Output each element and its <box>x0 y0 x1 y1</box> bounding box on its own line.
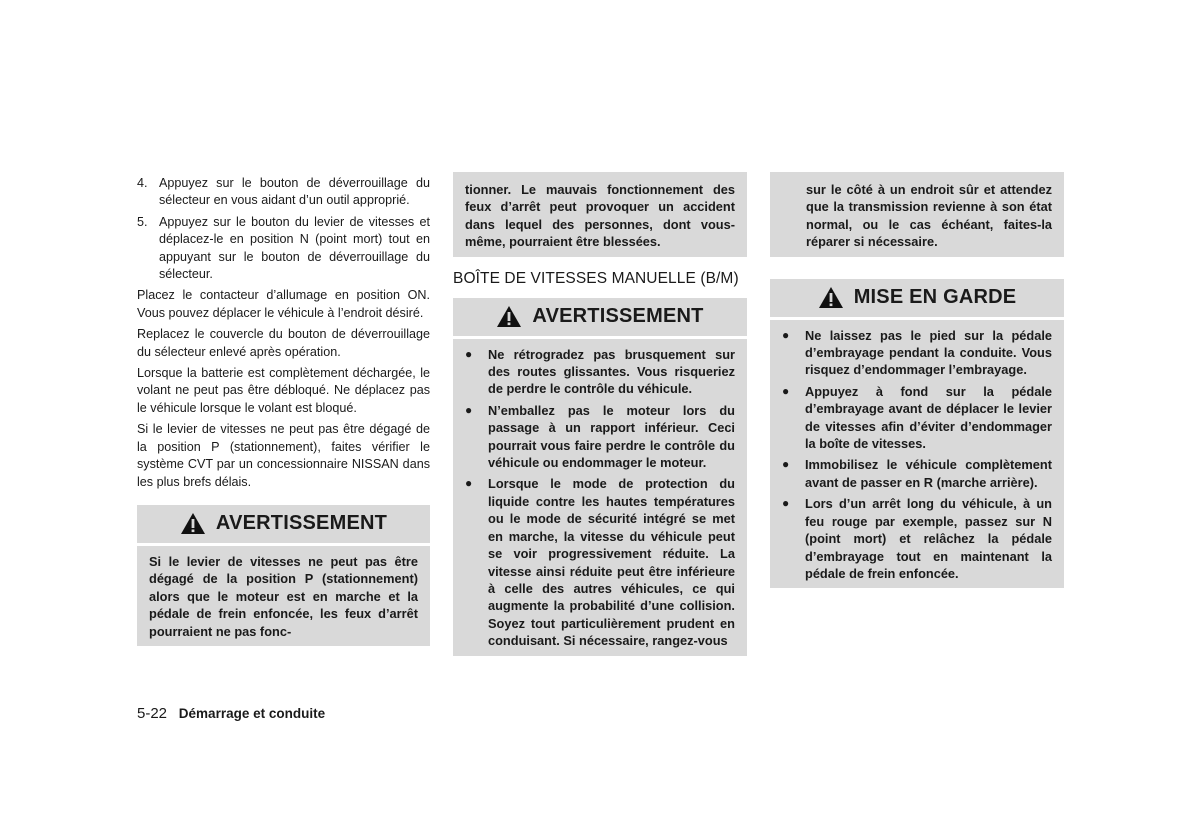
warning-title: AVERTISSEMENT <box>215 512 388 535</box>
warning-box <box>137 505 430 646</box>
list-item-text: Lors d’un arrêt long du véhicule, à un feu rouge par exemple, passez sur N (point mort) et relâchez la pédale d’embrayage tout en maintenant la pédale de frein enfoncée. <box>805 496 1052 581</box>
warning-body <box>453 339 747 656</box>
list-item <box>465 346 735 398</box>
warning-continued-text: sur le côté à un endroit sûr et attendez que la transmission revienne à son état normal, ou le cas échéant, faites-la réparer si nécessaire. <box>770 172 1064 257</box>
list-item <box>782 456 1052 491</box>
warning-header <box>137 505 430 546</box>
section-title: BOÎTE DE VITESSES MANUELLE (B/M) <box>453 269 739 287</box>
step-number: 4. <box>137 176 148 190</box>
column-middle <box>453 172 747 656</box>
warning-text: Si le levier de vitesses ne peut pas être dégagé de la position P (stationnement) alors que le moteur est en marche et la pédale de frein enfoncée, les feux d’arrêt pourraient ne pas fonc- <box>149 553 418 639</box>
column-left <box>137 175 430 646</box>
step-number: 5. <box>137 214 148 229</box>
body-paragraph: Lorsque la batterie est complètement déchargée, le volant ne peut pas être débloqué. Ne déplacez pas le véhicule lorsque le volant est bloqué. <box>137 366 430 415</box>
bullet-dot-icon: ● <box>465 346 473 361</box>
bullet-dot-icon: ● <box>465 402 473 417</box>
bullet-dot-icon: ● <box>782 327 790 342</box>
list-item <box>782 495 1052 582</box>
list-item-text: Appuyez à fond sur la pédale d’embrayage avant de déplacer le levier de vitesses afin d’éviter d’endommager la boîte de vitesses. <box>805 383 1052 452</box>
page-footer <box>137 705 325 722</box>
caution-box <box>770 279 1064 589</box>
list-item-text: Ne rétrogradez pas brusquement sur des routes glissantes. Vous risqueriez de perdre le contrôle du véhicule. <box>488 346 735 397</box>
list-item-text: Immobilisez le véhicule complètement avant de passer en R (marche arrière). <box>805 457 1052 490</box>
list-item-text: N’emballez pas le moteur lors du passage à un rapport inférieur. Ceci pourrait vous faire perdre le contrôle du véhicule ou endommager le moteur. <box>488 402 735 471</box>
caution-title: MISE EN GARDE <box>853 286 1017 309</box>
body-paragraph: Placez le contacteur d’allumage en position ON. Vous pouvez déplacer le véhicule à l’endroit désiré. <box>137 288 430 320</box>
bullet-dot-icon: ● <box>782 496 790 511</box>
procedure-steps <box>137 175 430 283</box>
bullet-dot-icon: ● <box>782 457 790 472</box>
warning-title: AVERTISSEMENT <box>532 305 704 328</box>
step-text: Appuyez sur le bouton de déverrouillage du sélecteur en vous aidant d’un outil approprié. <box>159 176 430 208</box>
caution-list <box>782 327 1052 583</box>
step-item <box>137 214 430 284</box>
warning-list <box>465 346 735 650</box>
list-item <box>782 327 1052 379</box>
page-number: 5-22 <box>137 705 168 722</box>
caution-body <box>770 320 1064 589</box>
bullet-dot-icon: ● <box>465 476 473 491</box>
warning-continued-text: tionner. Le mauvais fonctionnement des feux d’arrêt peut provoquer un accident dans lequel des personnes, dont vous-même, pourraient être blessées. <box>453 172 747 257</box>
list-item <box>465 402 735 472</box>
caution-header <box>770 279 1064 320</box>
warning-box <box>453 298 747 656</box>
step-text: Appuyez sur le bouton du levier de vitesses et déplacez-le en position N (point mort) tout en appuyant sur le bouton de déverrouillage du sélecteur. <box>159 214 430 282</box>
body-paragraph: Si le levier de vitesses ne peut pas être dégagé de la position P (stationnement), faites vérifier le système CVT par un concessionnaire NISSAN dans les plus brefs délais. <box>137 422 430 489</box>
list-item-text: Ne laissez pas le pied sur la pédale d’embrayage pendant la conduite. Vous risquez d’endommager l’embrayage. <box>805 327 1052 378</box>
list-item <box>465 475 735 649</box>
warning-triangle-icon <box>818 286 844 309</box>
step-item <box>137 175 430 210</box>
body-paragraph: Replacez le couvercle du bouton de déverrouillage du sélecteur enlevé après opération. <box>137 327 430 359</box>
bullet-dot-icon: ● <box>782 383 790 398</box>
warning-header <box>453 298 747 339</box>
list-item-text: Lorsque le mode de protection du liquide contre les hautes températures ou le mode de sécurité intégré se met en marche, la vitesse du véhicule peut se voir progressivement réduite. La vitesse ainsi réduite peut être inférieure à celle des autres véhicules, ce qui augmente la probabilité d’une collision. Soyez tout particulièrement prudent en conduisant. Si nécessaire, rangez-vous <box>488 476 735 649</box>
warning-triangle-icon <box>180 512 206 535</box>
page-section-title: Démarrage et conduite <box>178 706 326 721</box>
warning-triangle-icon <box>496 305 522 328</box>
list-item <box>782 383 1052 453</box>
column-right <box>770 172 1064 588</box>
